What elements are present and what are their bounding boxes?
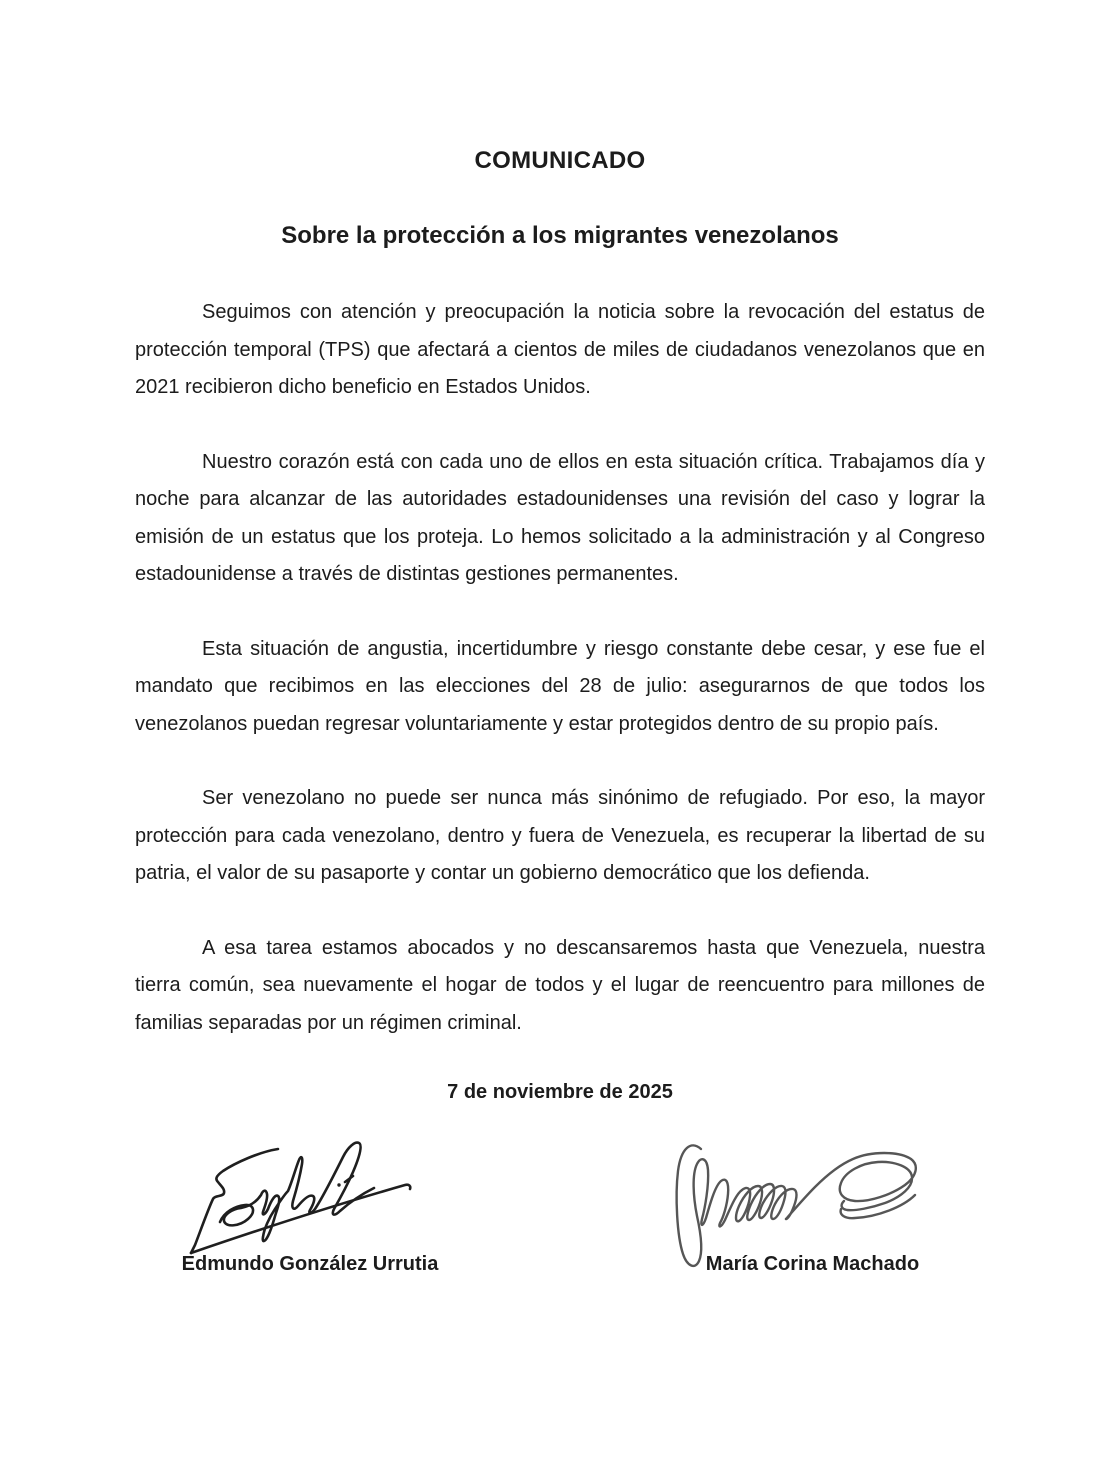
document-title: COMUNICADO	[474, 147, 646, 174]
paragraph-2: Nuestro corazón está con cada uno de ellos en esta situación crítica. Trabajamos día y noche para alcanzar de las autoridades estadounidenses una revisión del caso y lograr la emisión de un estatus que los proteja. Lo hemos solicitado a la administración y al Congreso estadounidense a través de distintas gestiones permanentes.	[135, 450, 985, 585]
edmundo-signature-icon	[155, 1137, 465, 1257]
signer-name-right: María Corina Machado	[705, 1253, 920, 1275]
paragraph-5: A esa tarea estamos abocados y no descansaremos hasta que Venezuela, nuestra tierra común, sea nuevamente el hogar de todos y el lugar de reencuentro para millones de familias separadas por un régimen criminal.	[135, 936, 985, 1034]
document-subtitle: Sobre la protección a los migrantes venezolanos	[281, 222, 839, 249]
paragraph-3: Esta situación de angustia, incertidumbre y riesgo constante debe cesar, y ese fue el mandato que recibimos en las elecciones del 28 de julio: asegurarnos de que todos los venezolanos puedan regresar voluntariamente y estar protegidos dentro de su propio país.	[135, 637, 985, 735]
paragraph-4: Ser venezolano no puede ser nunca más sinónimo de refugiado. Por eso, la mayor protección para cada venezolano, dentro y fuera de Venezuela, es recuperar la libertad de su patria, el valor de su pasaporte y contar un gobierno democrático que los defienda.	[135, 787, 985, 884]
signature-block-right	[640, 1129, 985, 1275]
signature-block-left	[135, 1129, 485, 1275]
signature-row	[135, 1129, 985, 1304]
document-date: 7 de noviembre de 2025	[447, 1081, 673, 1103]
maria-signature-icon	[673, 1129, 953, 1269]
paragraph-1: Seguimos con atención y preocupación la noticia sobre la revocación del estatus de protección temporal (TPS) que afectará a cientos de miles de ciudadanos venezolanos que en 2021 recibieron dicho beneficio en Estados Unidos.	[135, 301, 985, 398]
signer-name-left: Edmundo González Urrutia	[181, 1253, 439, 1275]
